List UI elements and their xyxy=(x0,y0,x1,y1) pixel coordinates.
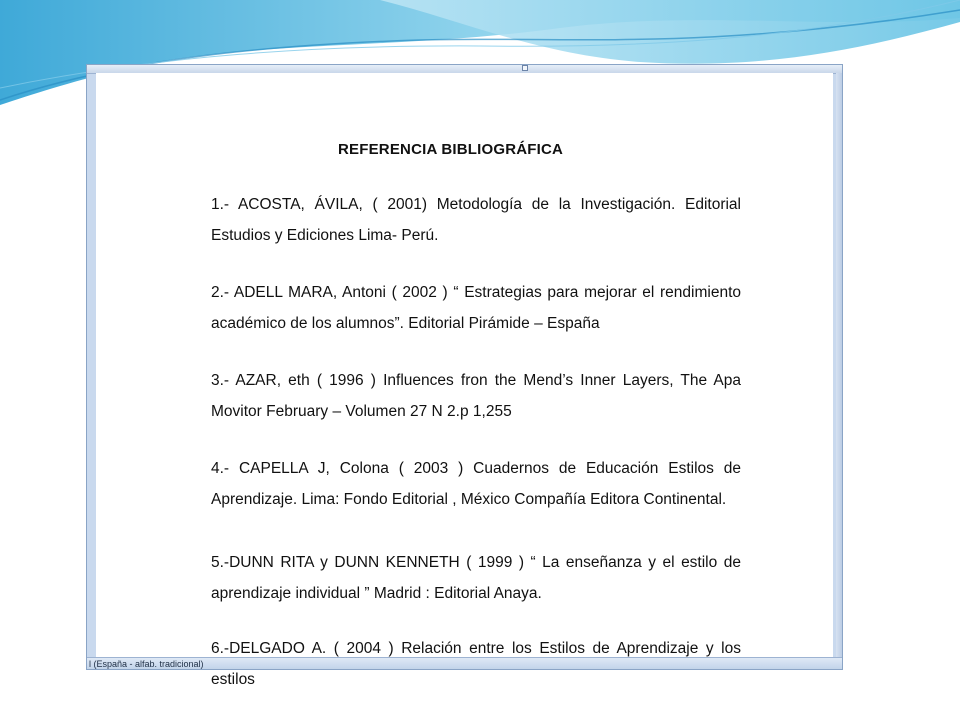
reference-item: 4.- CAPELLA J, Colona ( 2003 ) Cuadernos de Educación Estilos de Aprendizaje. Lima: Fondo Editorial , México Compañía Editora Continental. xyxy=(211,460,741,508)
document-window xyxy=(86,64,843,688)
language-status[interactable]: l (España - alfab. tradicional) xyxy=(89,659,204,669)
page-title: REFERENCIA BIBLIOGRÁFICA xyxy=(338,141,564,158)
reference-item: 5.-DUNN RITA y DUNN KENNETH ( 1999 ) “ La enseñanza y el estilo de aprendizaje individual ” Madrid : Editorial Anaya. xyxy=(211,554,741,602)
reference-item: 6.-DELGADO A. ( 2004 ) Relación entre los Estilos de Aprendizaje y los estilos xyxy=(211,640,741,688)
vertical-scrollbar[interactable] xyxy=(836,73,842,657)
reference-item: 2.- ADELL MARA, Antoni ( 2002 ) “ Estrategias para mejorar el rendimiento académico de los alumnos”. Editorial Pirámide – España xyxy=(211,284,741,332)
reference-item: 3.- AZAR, eth ( 1996 ) Influences fron the Mend’s Inner Layers, The Apa Movitor February – Volumen 27 N 2.p 1,255 xyxy=(211,372,741,420)
status-bar xyxy=(87,657,842,669)
indent-marker-icon[interactable] xyxy=(522,65,528,71)
reference-item: 1.- ACOSTA, ÁVILA, ( 2001) Metodología de la Investigación. Editorial Estudios y Ediciones Lima- Perú. xyxy=(211,196,741,244)
